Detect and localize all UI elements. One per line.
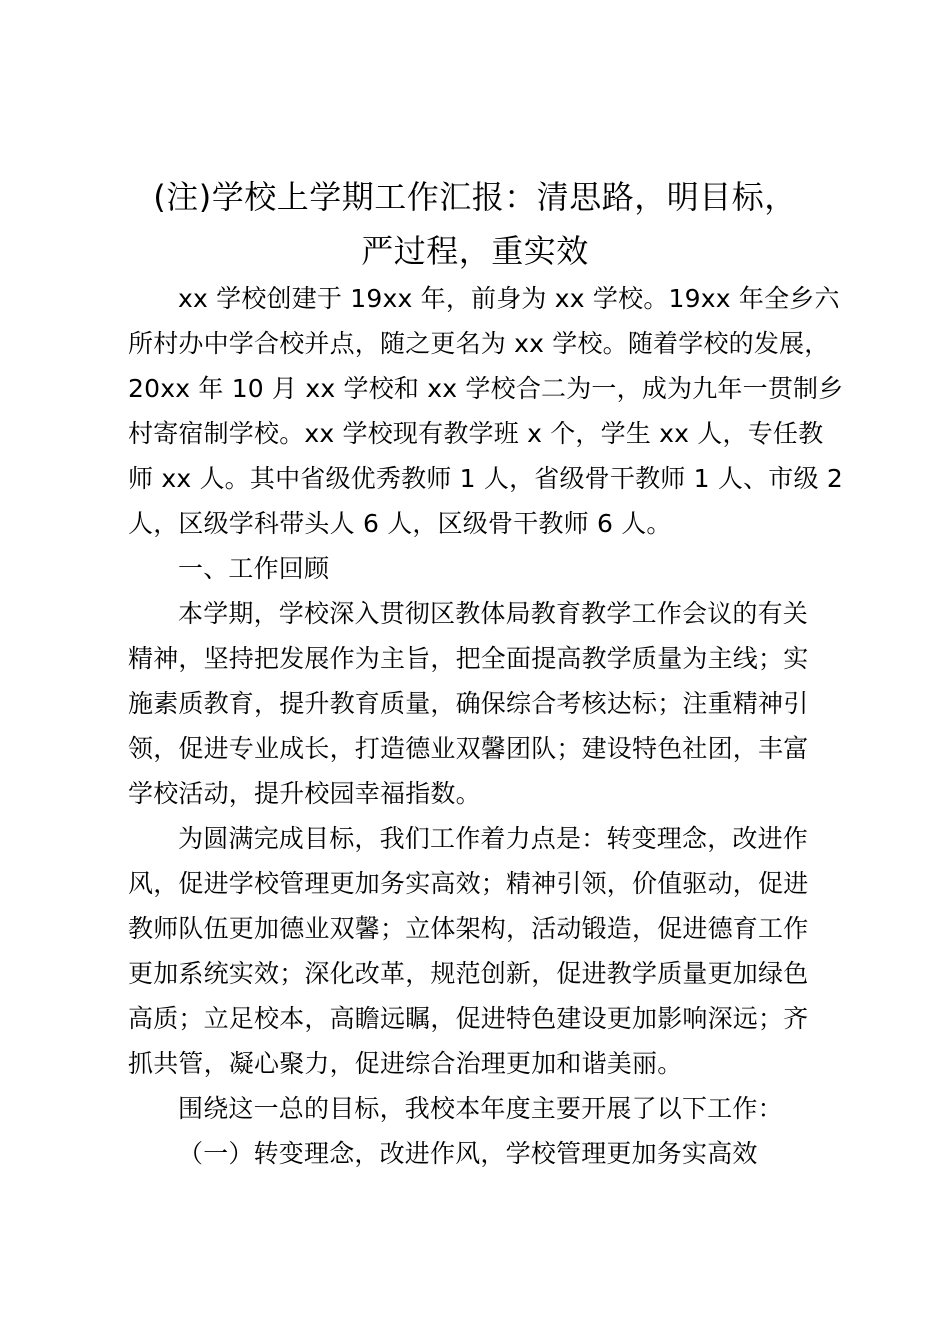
document-title — [100, 170, 850, 278]
subsection-heading-management — [128, 1131, 858, 1176]
text-line: 20xx 年 10 月 xx 学校和 xx 学校合二为一，成为九年一贯制乡 — [128, 374, 844, 403]
text-line: 施素质教育，提升教育质量，确保综合考核达标；注重精神引 — [128, 689, 809, 718]
subsection-heading: （一）转变理念，改进作风，学校管理更加务实高效 — [178, 1139, 758, 1168]
text-line: 抓共管，凝心聚力，促进综合治理更加和谐美丽。 — [128, 1049, 683, 1078]
paragraph-intro — [128, 276, 858, 546]
title-line: (注)学校上学期工作汇报：清思路，明目标， — [153, 178, 797, 216]
text-line: 更加系统实效；深化改革，规范创新，促进教学质量更加绿色 — [128, 959, 809, 988]
text-line: 教师队伍更加德业双馨；立体架构，活动锻造，促进德育工作 — [128, 914, 809, 943]
text-line: 领，促进专业成长，打造德业双馨团队；建设特色社团，丰富 — [128, 734, 809, 763]
paragraph-goal — [128, 1086, 858, 1131]
section-heading: 一、工作回顾 — [178, 554, 330, 583]
text-line: 学校活动，提升校园幸福指数。 — [128, 779, 481, 808]
title-line: 严过程，重实效 — [361, 232, 589, 270]
text-line: 高质；立足校本，高瞻远瞩，促进特色建设更加影响深远；齐 — [128, 1004, 809, 1033]
text-line: 为圆满完成目标，我们工作着力点是：转变理念，改进作 — [178, 824, 809, 853]
paragraph-focus — [128, 816, 858, 1086]
text-line: 所村办中学合校并点，随之更名为 xx 学校。随着学校的发展， — [128, 329, 830, 358]
paragraph-semester — [128, 591, 858, 816]
text-line: 师 xx 人。其中省级优秀教师 1 人，省级骨干教师 1 人、市级 2 — [128, 464, 843, 493]
text-line: 精神，坚持把发展作为主旨，把全面提高教学质量为主线；实 — [128, 644, 809, 673]
text-line: 本学期，学校深入贯彻区教体局教育教学工作会议的有关 — [178, 599, 809, 628]
text-line: 村寄宿制学校。xx 学校现有教学班 x 个，学生 xx 人，专任教 — [128, 419, 824, 448]
section-heading-review — [128, 546, 858, 591]
text-line: xx 学校创建于 19xx 年，前身为 xx 学校。19xx 年全乡六 — [178, 284, 840, 313]
text-line: 围绕这一总的目标，我校本年度主要开展了以下工作： — [178, 1094, 783, 1123]
text-line: 人，区级学科带头人 6 人，区级骨干教师 6 人。 — [128, 509, 672, 538]
document-body — [128, 276, 858, 1176]
text-line: 风，促进学校管理更加务实高效；精神引领，价值驱动，促进 — [128, 869, 809, 898]
